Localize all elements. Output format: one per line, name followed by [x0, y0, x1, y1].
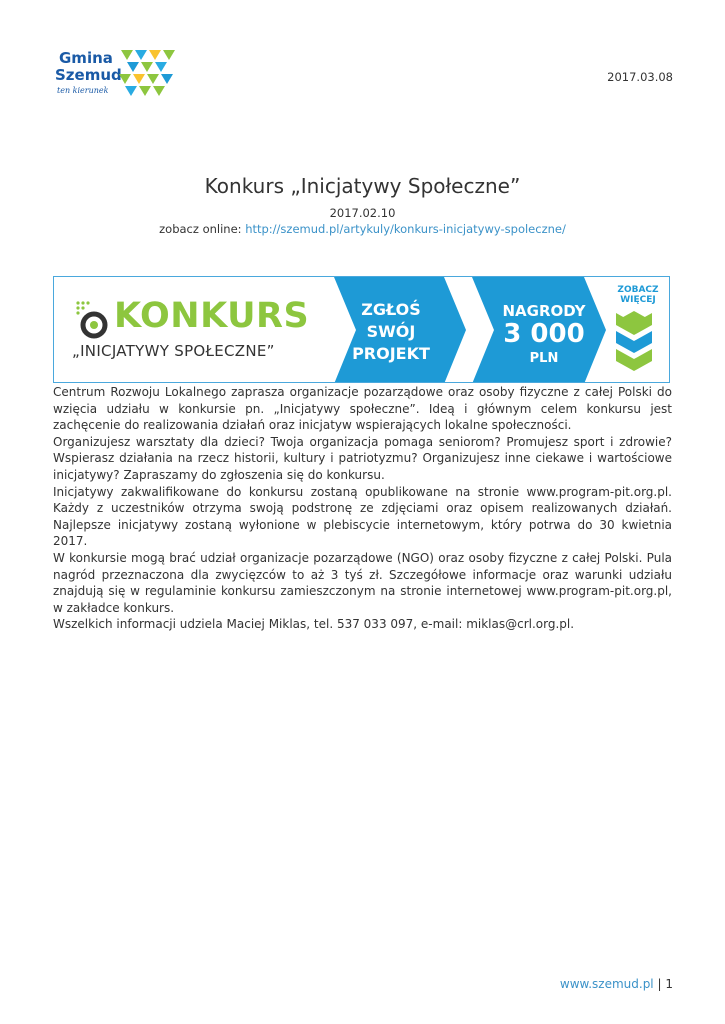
logo-line1: Gmina	[59, 49, 113, 67]
online-label: zobacz online:	[159, 222, 242, 236]
prize-currency: PLN	[529, 351, 559, 366]
footer-site-link[interactable]: www.szemud.pl	[559, 977, 654, 991]
paragraph: Inicjatywy zakwalifikowane do konkursu zostaną opublikowane na stronie www.program-pit.org.pl. Każdy z uczestników otrzyma swoją podstronę ze zdjęciami oraz opisem realizowanych działań. Najlepsze inicjatywy zostaną wyłonione w plebiscycie internetowym, który potrwa do 30 kwietnia 2017.	[53, 484, 672, 549]
cta-line-1: ZGŁOŚ	[361, 300, 421, 319]
online-link[interactable]: http://szemud.pl/artykuly/konkurs-inicjatywy-spoleczne/	[245, 222, 566, 236]
konkurs-logo-icon	[76, 301, 112, 341]
gmina-szemud-logo	[55, 48, 180, 106]
page-number: 1	[665, 977, 673, 991]
article-title: Konkurs „Inicjatywy Społeczne”	[204, 174, 521, 198]
see-more-label[interactable]	[609, 285, 667, 305]
article-body	[53, 384, 672, 633]
header-date: 2017.03.08	[607, 70, 673, 84]
banner-konkurs: KONKURS	[114, 296, 310, 336]
page-footer	[560, 977, 673, 991]
arrow-down-icons	[616, 311, 652, 371]
logo-tagline: ten kierunek	[57, 86, 109, 95]
logo-triangles-icon	[117, 48, 177, 103]
paragraph: Centrum Rozwoju Lokalnego zaprasza organizacje pozarządowe oraz osoby fizyczne z całej Polski do wzięcia udziału w konkursie pn. „Inicjatywy społeczne”. Ideą i głównym celem konkursu jest zachęcenie do realizowania działań oraz inicjatyw wspierających lokalne społeczności.	[53, 385, 672, 433]
online-line	[0, 222, 725, 236]
see-more-line-1: ZOBACZ	[617, 285, 659, 295]
paragraph: Wszelkich informacji udziela Maciej Miklas, tel. 537 033 097, e-mail: miklas@crl.org.pl.	[53, 617, 575, 632]
prize-amount: 3 000	[503, 319, 585, 349]
paragraph: W konkursie mogą brać udział organizacje pozarządowe (NGO) oraz osoby fizyczne z całej Polski. Pula nagród przeznaczona dla zwycięzców to aż 3 tyś zł. Szczegółowe informacje oraz warunki udziału znajdują się w regulaminie konkursu zamieszczonym na stronie internetowej www.program-pit.org.pl, w zakładce konkurs.	[53, 550, 672, 615]
prize-label: NAGRODY	[502, 302, 586, 320]
cta-line-3: PROJEKT	[352, 344, 430, 363]
contest-banner[interactable]	[53, 276, 670, 383]
cta-line-2: SWÓJ	[366, 322, 416, 341]
banner-cta	[346, 299, 436, 365]
see-more-line-2: WIĘCEJ	[620, 295, 656, 305]
footer-separator: |	[657, 977, 662, 991]
paragraph: Organizujesz warsztaty dla dzieci? Twoja organizacja pomaga seniorom? Promujesz sport i zdrowie? Wspierasz działania na rzecz historii, kultury i patriotyzmu? Organizujesz inne ciekawe i wartościowe inicjatywy? Zapraszamy do zgłoszenia się do konkursu.	[53, 434, 672, 482]
article-date: 2017.02.10	[329, 206, 396, 220]
logo-line2: Szemud	[55, 66, 122, 84]
banner-subtitle: „INICJATYWY SPOŁECZNE”	[72, 342, 275, 360]
